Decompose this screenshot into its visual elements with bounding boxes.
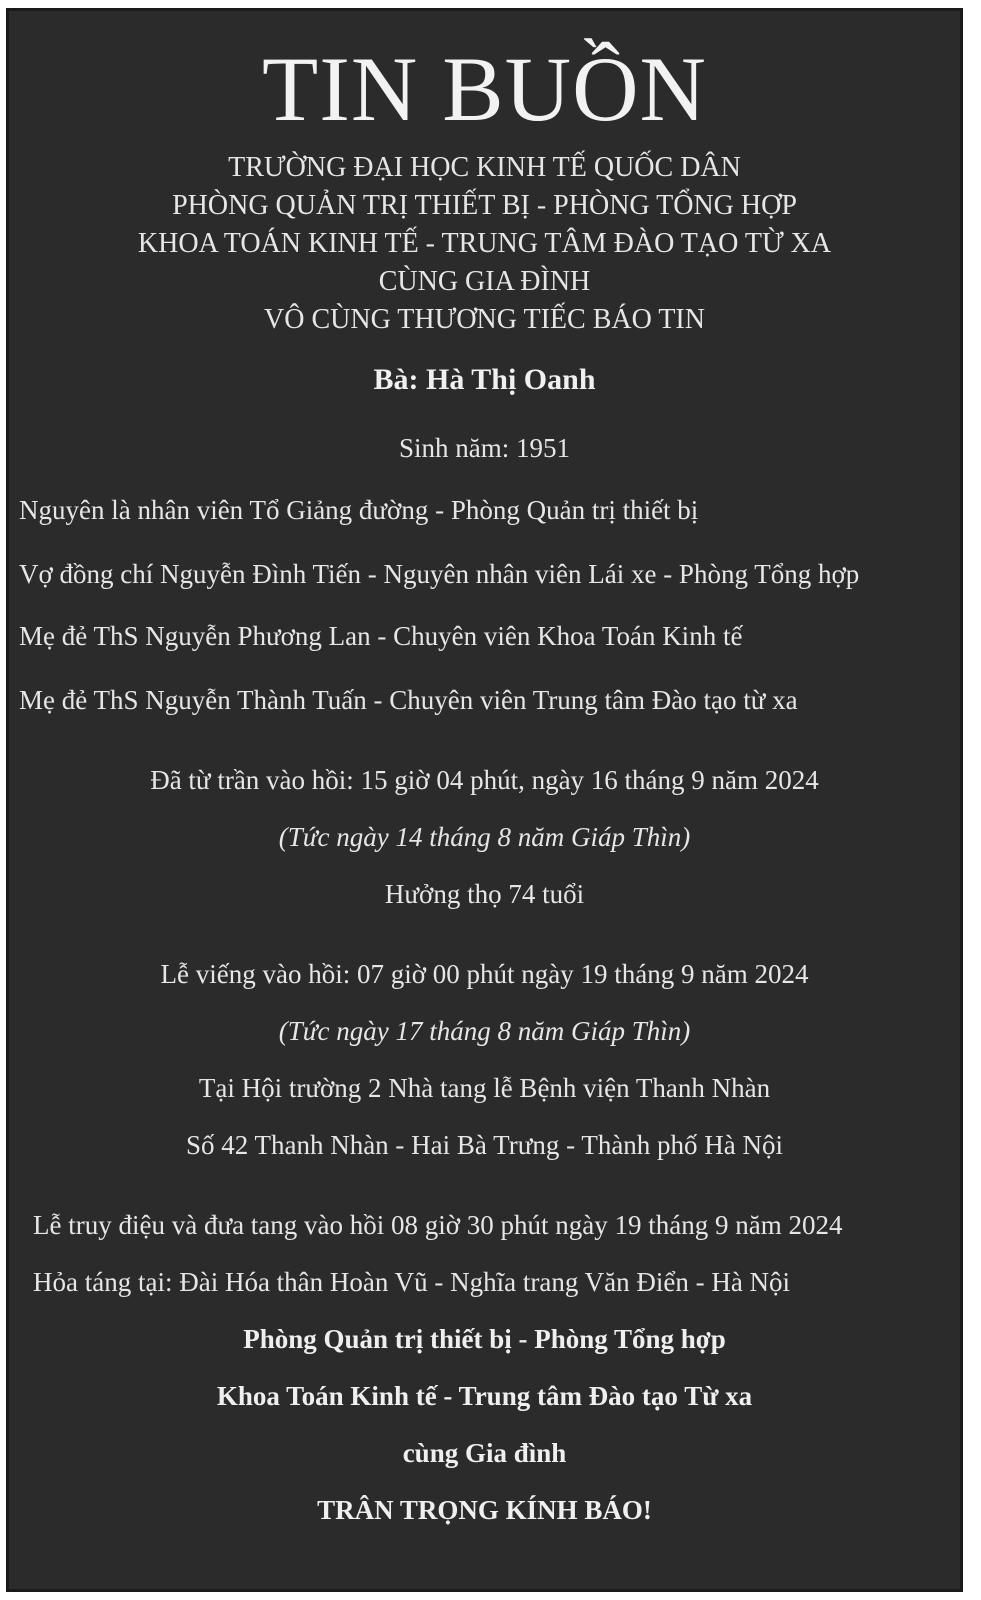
footer-closing: TRÂN TRỌNG KÍNH BÁO!	[317, 1495, 652, 1525]
header-announcement: VÔ CÙNG THƯƠNG TIẾC BÁO TIN	[264, 304, 705, 335]
relation-line: Nguyên là nhân viên Tổ Giảng đường - Phòng Quản trị thiết bị	[19, 495, 699, 525]
memorial-time: Lễ truy điệu và đưa tang vào hồi 08 giờ 30 phút ngày 19 tháng 9 năm 2024	[33, 1210, 843, 1240]
cremation-place: Hỏa táng tại: Đài Hóa thân Hoàn Vũ - Nghĩa trang Văn Điển - Hà Nội	[33, 1267, 791, 1297]
obituary-notice	[6, 8, 963, 1592]
header-family: CÙNG GIA ĐÌNH	[378, 266, 591, 297]
footer-faculty: Khoa Toán Kinh tế - Trung tâm Đào tạo Từ xa	[216, 1381, 753, 1411]
birth-year: Sinh năm: 1951	[398, 433, 570, 463]
viewing-time: Lễ viếng vào hồi: 07 giờ 00 phút ngày 19 tháng 9 năm 2024	[160, 959, 809, 989]
viewing-address: Số 42 Thanh Nhàn - Hai Bà Trưng - Thành phố Hà Nội	[185, 1130, 784, 1160]
relation-line: Vợ đồng chí Nguyễn Đình Tiến - Nguyên nhân viên Lái xe - Phòng Tổng hợp	[19, 559, 860, 589]
relation-line: Mẹ đẻ ThS Nguyễn Thành Tuấn - Chuyên viên Trung tâm Đào tạo từ xa	[19, 685, 798, 715]
notice-title: TIN BUỒN	[262, 38, 707, 140]
age: Hưởng thọ 74 tuổi	[384, 879, 585, 909]
death-lunar-date: (Tức ngày 14 tháng 8 năm Giáp Thìn)	[278, 822, 691, 852]
relation-line: Mẹ đẻ ThS Nguyễn Phương Lan - Chuyên viên Khoa Toán Kinh tế	[19, 621, 743, 651]
header-departments: PHÒNG QUẢN TRỊ THIẾT BỊ - PHÒNG TỔNG HỢP	[172, 190, 797, 221]
viewing-place: Tại Hội trường 2 Nhà tang lễ Bệnh viện Thanh Nhàn	[198, 1073, 771, 1103]
footer-departments: Phòng Quản trị thiết bị - Phòng Tổng hợp	[243, 1324, 726, 1354]
footer-family: cùng Gia đình	[402, 1438, 567, 1468]
header-faculty: KHOA TOÁN KINH TẾ - TRUNG TÂM ĐÀO TẠO TỪ XA	[137, 228, 832, 259]
deceased-name: Bà: Hà Thị Oanh	[373, 363, 596, 396]
viewing-lunar-date: (Tức ngày 17 tháng 8 năm Giáp Thìn)	[278, 1016, 691, 1046]
death-time: Đã từ trần vào hồi: 15 giờ 04 phút, ngày 16 tháng 9 năm 2024	[150, 765, 819, 795]
header-university: TRƯỜNG ĐẠI HỌC KINH TẾ QUỐC DÂN	[228, 152, 741, 183]
